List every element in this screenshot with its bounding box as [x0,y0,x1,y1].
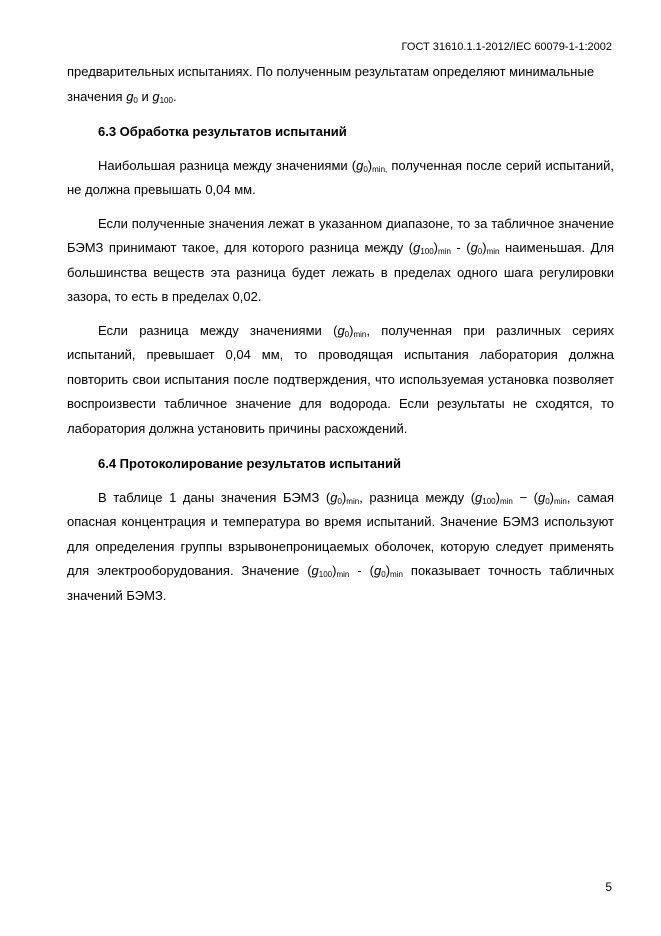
subscript-min: min [353,329,367,339]
subscript-min: min [336,570,350,579]
symbol-g: g [475,489,483,505]
text-run: В таблице 1 даны значения БЭМЗ ( [98,489,331,505]
subscript-min: min, [372,164,388,174]
intro-line-1: предварительных испытаниях. По полученным результатам определяют минимальные [67,64,595,79]
subscript-100: 100 [159,95,173,105]
subscript-min: min [346,496,360,506]
symbol-g: g [337,322,345,338]
text-run: ) [367,157,373,173]
text-run: Если полученные значения лежат в указанном диапазоне, то за табличное значение БЭМЗ принимают такое, для которого разница между ( [67,215,614,255]
text-run: , самая опасная концентрация и температура во время испытаний. Значение БЭМЗ используют для определения группы взрывонепроницаемых оболочек, которую следует применять для электрооборудования. Значение ( [67,489,614,578]
text-run: , разница между ( [359,489,476,505]
text-run: ) [549,489,554,505]
subscript-0: 0 [344,329,350,339]
page-number: 5 [605,880,612,894]
symbol-g: g [152,88,160,104]
subscript-0: 0 [381,570,386,579]
symbol-g: g [470,240,478,255]
text-run: Наибольшая разница между значениями ( [98,157,357,173]
subscript-100: 100 [420,247,434,256]
subscript-0: 0 [545,496,550,506]
text-run: ) [495,489,500,505]
text-run: - ( [349,563,374,578]
text-run: Если разница между значениями ( [98,322,338,338]
symbol-g: g [330,489,338,505]
text-run: , полученная при различных сериях испытаний, превышает 0,04 мм, то проводящая испытания лаборатория должна повторить свои испытания после подтверждения, что используемая установка позволяет воспроизвести табличное значение для водорода. Если результаты не сходятся, то лаборатория должна установить причины расхождений. [67,322,615,436]
subscript-min: min [390,570,403,579]
symbol-g: g [413,240,421,255]
subscript-min: min [438,247,451,256]
intro-paragraph [67,60,614,109]
symbol-g: g [374,563,382,578]
page-header-standard: ГОСТ 31610.1.1-2012/IEC 60079-1-1:2002 [401,41,612,53]
section-6-3-paragraph-2 [67,212,614,310]
subscript-100: 100 [482,496,496,506]
subscript-min: min [553,496,567,506]
subscript-0: 0 [477,247,483,256]
section-heading-6-4: 6.4 Протоколирование результатов испытаний [98,456,401,471]
intro-end: . [172,88,177,104]
subscript-0: 0 [363,164,368,174]
text-run: ) [482,240,487,255]
subscript-min: min [499,496,513,506]
subscript-100: 100 [318,570,333,579]
text-run: ) [341,489,347,505]
text-run: ) [385,563,391,578]
text-run: - ( [450,240,471,255]
text-run: ) [433,240,439,255]
subscript-0: 0 [337,496,342,506]
text-run: ) [332,563,337,578]
subscript-0: 0 [133,95,138,105]
subscript-min: min [486,247,500,256]
section-6-4-paragraph-1 [67,486,614,609]
symbol-g: g [537,489,546,505]
symbol-g: g [126,88,134,104]
intro-text: значения [67,88,127,104]
symbol-g: g [311,563,319,578]
text-run: ) [349,322,354,338]
text-run: показывает точность табличных значений БЭМЗ. [67,563,614,603]
section-6-3-paragraph-3 [67,319,614,442]
section-6-3-paragraph-1 [67,154,614,203]
text-run: − ( [512,489,538,505]
symbol-g: g [356,157,364,173]
intro-and: и [137,88,153,104]
text-run: полученная после серий испытаний, не должна превышать 0,04 мм. [67,157,614,197]
page-content [67,60,614,608]
section-heading-6-3: 6.3 Обработка результатов испытаний [98,124,347,139]
text-run: наименьшая. Для большинства веществ эта разница будет лежать в пределах одного шага регулировки зазора, то есть в пределах 0,02. [67,240,615,304]
